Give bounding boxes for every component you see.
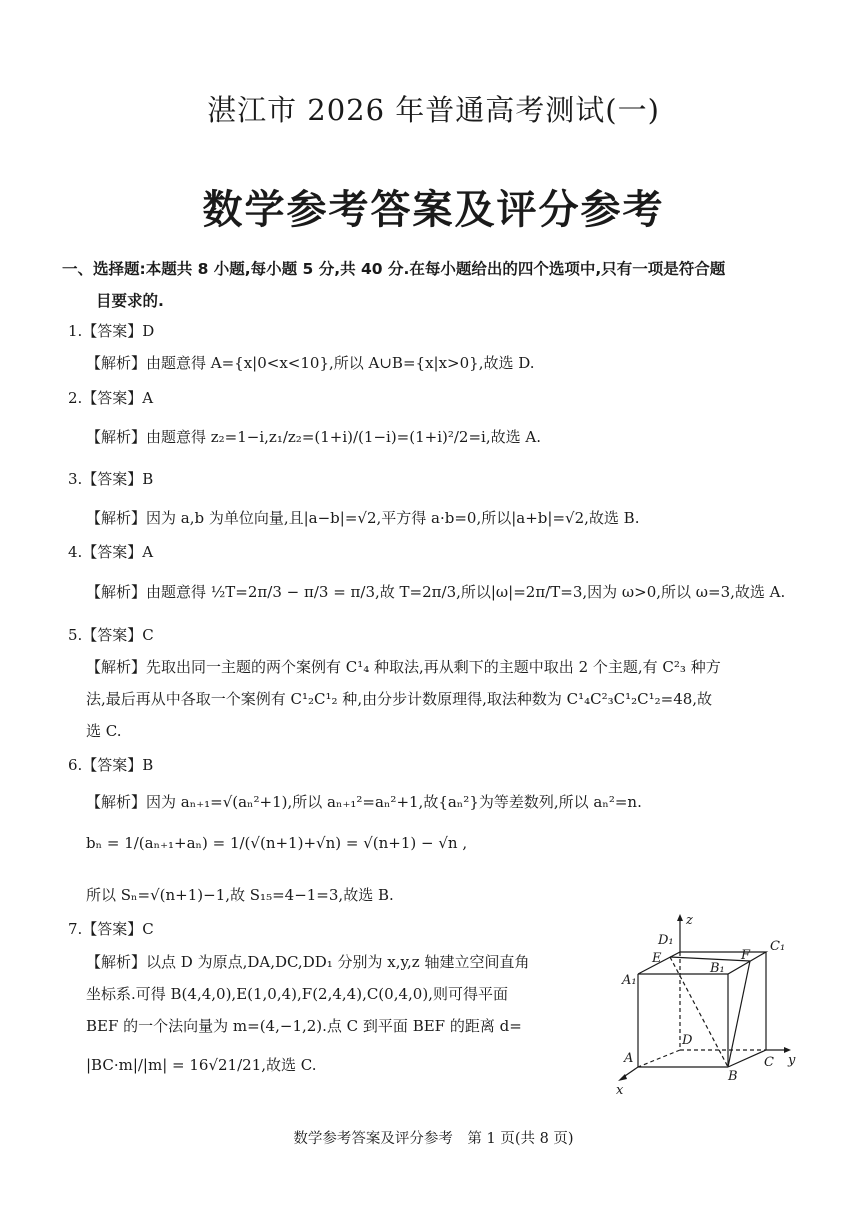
section-heading-line2: 目要求的. xyxy=(96,292,164,310)
analysis-7-line1: 【解析】以点 D 为原点,DA,DC,DD₁ 分别为 x,y,z 轴建立空间直角 xyxy=(86,953,530,971)
label-C1: C₁ xyxy=(770,939,786,954)
answer-4: 4.【答案】A xyxy=(68,543,154,561)
analysis-7-line4: |BC·m|/|m| = 16√21/21,故选 C. xyxy=(86,1056,317,1074)
label-F: F xyxy=(741,948,751,963)
analysis-3: 【解析】因为 a,b 为单位向量,且|a−b|=√2,平方得 a·b=0,所以|a+b|=√2,故选 B. xyxy=(86,509,640,527)
analysis-1: 【解析】由题意得 A={x|0<x<10},所以 A∪B={x|x>0},故选 D. xyxy=(86,354,535,372)
analysis-4: 【解析】由题意得 ½T=2π/3 − π/3 = π/3,故 T=2π/3,所以|ω|=2π/T=3,因为 ω>0,所以 ω=3,故选 A. xyxy=(86,583,786,601)
analysis-2: 【解析】由题意得 z₂=1−i,z₁/z₂=(1+i)/(1−i)=(1+i)²/2=i,故选 A. xyxy=(86,428,541,446)
answer-3: 3.【答案】B xyxy=(68,470,154,488)
label-y: y xyxy=(788,1053,796,1068)
label-B: B xyxy=(728,1069,738,1084)
document-subtitle: 数学参考答案及评分参考 xyxy=(202,187,665,233)
analysis-6-line2: bₙ = 1/(aₙ₊₁+aₙ) = 1/(√(n+1)+√n) = √(n+1) − √n , xyxy=(86,834,468,852)
label-z: z xyxy=(686,913,693,928)
answer-1: 1.【答案】D xyxy=(68,322,155,340)
label-D: D xyxy=(682,1033,693,1048)
edge-BC xyxy=(728,1050,766,1067)
label-B1: B₁ xyxy=(710,961,725,976)
analysis-5-line1: 【解析】先取出同一主题的两个案例有 C¹₄ 种取法,再从剩下的主题中取出 2 个主题,有 C²₃ 种方 xyxy=(86,658,721,676)
label-A1: A₁ xyxy=(622,973,637,988)
label-A: A xyxy=(624,1051,634,1066)
label-C: C xyxy=(764,1055,774,1070)
analysis-5-line2: 法,最后再从中各取一个案例有 C¹₂C¹₂ 种,由分步计数原理得,取法种数为 C¹₄C²₃C¹₂C¹₂=48,故 xyxy=(86,690,713,708)
section-heading-line1: 一、选择题:本题共 8 小题,每小题 5 分,共 40 分.在每小题给出的四个选项中,只有一项是符合题 xyxy=(62,260,726,278)
answer-5: 5.【答案】C xyxy=(68,626,154,644)
analysis-6-line3: 所以 Sₙ=√(n+1)−1,故 S₁₅=4−1=3,故选 B. xyxy=(86,886,394,904)
answer-2: 2.【答案】A xyxy=(68,389,154,407)
label-x: x xyxy=(616,1083,624,1097)
z-axis-arrow xyxy=(677,914,683,921)
label-D1: D₁ xyxy=(658,933,674,948)
segment-FB xyxy=(728,961,750,1067)
analysis-7-line3: BEF 的一个法向量为 m=(4,−1,2).点 C 到平面 BEF 的距离 d= xyxy=(86,1017,522,1035)
analysis-6-line1: 【解析】因为 aₙ₊₁=√(aₙ²+1),所以 aₙ₊₁²=aₙ²+1,故{aₙ²}为等差数列,所以 aₙ²=n. xyxy=(86,793,642,811)
label-E: E xyxy=(652,951,662,966)
answer-7: 7.【答案】C xyxy=(68,920,154,938)
exam-title: 湛江市 2026 年普通高考测试(一) xyxy=(207,93,660,127)
answer-6: 6.【答案】B xyxy=(68,756,154,774)
cube-figure xyxy=(608,912,808,1097)
analysis-7-line2: 坐标系.可得 B(4,4,0),E(1,0,4),F(2,4,4),C(0,4,0),则可得平面 xyxy=(86,985,508,1003)
page-footer: 数学参考答案及评分参考 第 1 页(共 8 页) xyxy=(293,1131,574,1147)
edge-DA xyxy=(638,1050,680,1067)
analysis-5-line3: 选 C. xyxy=(86,722,122,740)
